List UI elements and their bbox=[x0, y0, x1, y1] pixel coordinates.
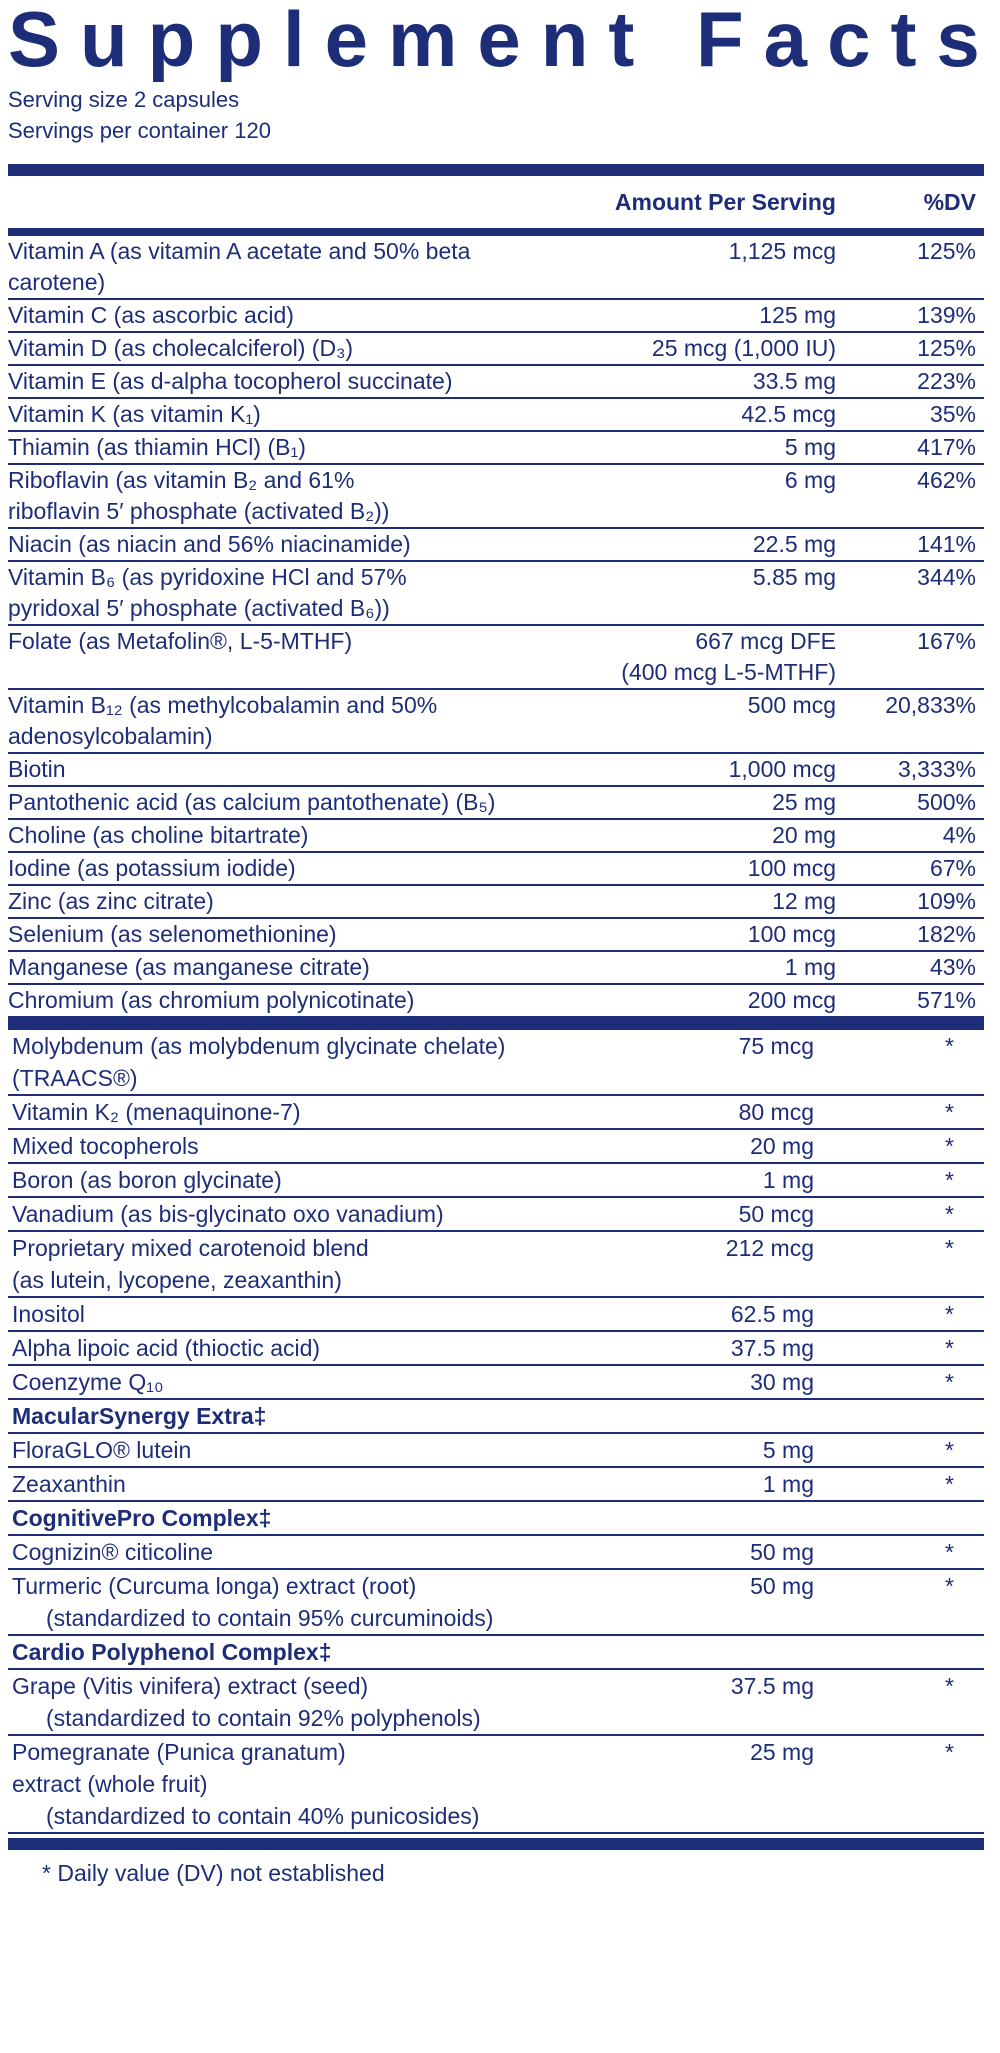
ingredient-name-line: Biotin bbox=[8, 756, 66, 782]
ingredient-name bbox=[8, 365, 506, 398]
section-header bbox=[8, 1501, 984, 1535]
ingredient-name-line: Thiamin (as thiamin HCl) (B₁) bbox=[8, 434, 306, 460]
ingredient-dv: * bbox=[814, 1030, 984, 1095]
ingredient-amount bbox=[506, 464, 836, 528]
ingredient-dv: * bbox=[814, 1467, 984, 1501]
ingredient-row bbox=[8, 299, 984, 332]
ingredient-dv: * bbox=[814, 1231, 984, 1297]
ingredient-name-line: Iodine (as potassium iodide) bbox=[8, 855, 296, 881]
ingredient-name-line: Choline (as choline bitartrate) bbox=[8, 822, 309, 848]
ingredient-amount bbox=[514, 1669, 814, 1735]
ingredient-name-line: (standardized to contain 92% polyphenols) bbox=[46, 1705, 481, 1731]
ingredient-row bbox=[8, 786, 984, 819]
ingredient-name-line: Vitamin K (as vitamin K₁) bbox=[8, 401, 261, 427]
bottom-rule bbox=[8, 1838, 984, 1850]
ingredient-name bbox=[8, 528, 506, 561]
amount-line: 50 mcg bbox=[738, 1201, 814, 1227]
ingredient-name bbox=[8, 951, 506, 984]
ingredient-name-line: Vitamin B₁₂ (as methylcobalamin and 50% adenosylcobalamin) bbox=[8, 692, 438, 749]
ingredient-row bbox=[8, 984, 984, 1017]
ingredient-row bbox=[8, 1129, 984, 1163]
mid-rule bbox=[8, 1018, 984, 1030]
ingredient-name-line: Vitamin B₆ (as pyridoxine HCl and 57% bbox=[8, 564, 407, 590]
other-ingredients-table bbox=[8, 1030, 984, 1834]
ingredient-name-line: Vitamin K₂ (menaquinone-7) bbox=[12, 1099, 301, 1125]
amount-line: 80 mcg bbox=[738, 1099, 814, 1125]
amount-line: 37.5 mg bbox=[730, 1335, 814, 1361]
ingredient-row bbox=[8, 1467, 984, 1501]
amount-line: 22.5 mg bbox=[752, 531, 836, 557]
ingredient-name-line: Zinc (as zinc citrate) bbox=[8, 888, 214, 914]
ingredient-row bbox=[8, 753, 984, 786]
ingredient-row bbox=[8, 1095, 984, 1129]
ingredient-name-line: Proprietary mixed carotenoid blend bbox=[12, 1235, 369, 1261]
ingredient-amount bbox=[514, 1030, 814, 1095]
ingredient-name bbox=[8, 1331, 514, 1365]
ingredient-name-line: Mixed tocopherols bbox=[12, 1133, 199, 1159]
ingredient-name bbox=[8, 1030, 514, 1095]
section-header bbox=[8, 1399, 984, 1433]
ingredient-dv: 67% bbox=[836, 852, 984, 885]
amount-line: 75 mcg bbox=[738, 1033, 814, 1059]
ingredient-row bbox=[8, 689, 984, 753]
ingredient-amount bbox=[506, 819, 836, 852]
ingredient-name bbox=[8, 1129, 514, 1163]
ingredient-row bbox=[8, 885, 984, 918]
ingredient-row bbox=[8, 819, 984, 852]
ingredient-dv: 417% bbox=[836, 431, 984, 464]
ingredient-dv: * bbox=[814, 1331, 984, 1365]
ingredient-amount bbox=[506, 689, 836, 753]
ingredient-amount bbox=[514, 1095, 814, 1129]
ingredient-amount bbox=[514, 1231, 814, 1297]
ingredient-name-line: (standardized to contain 40% punicosides) bbox=[46, 1803, 480, 1829]
ingredient-amount bbox=[506, 753, 836, 786]
ingredient-dv: 3,333% bbox=[836, 753, 984, 786]
ingredient-row bbox=[8, 951, 984, 984]
amount-line: 125 mg bbox=[759, 302, 836, 328]
ingredient-row bbox=[8, 1569, 984, 1635]
ingredient-name bbox=[8, 1365, 514, 1399]
ingredient-name-line: Grape (Vitis vinifera) extract (seed) bbox=[12, 1673, 369, 1699]
ingredient-row bbox=[8, 852, 984, 885]
amount-line: 30 mg bbox=[750, 1369, 814, 1395]
ingredient-amount bbox=[514, 1197, 814, 1231]
ingredient-amount bbox=[514, 1535, 814, 1569]
section-title: CognitivePro Complex‡ bbox=[8, 1501, 984, 1535]
ingredient-amount bbox=[506, 236, 836, 299]
ingredient-name-line: Pantothenic acid (as calcium pantothenate) (B₅) bbox=[8, 789, 496, 815]
ingredient-amount bbox=[506, 918, 836, 951]
ingredient-amount bbox=[506, 431, 836, 464]
ingredient-amount bbox=[506, 365, 836, 398]
ingredient-dv: 35% bbox=[836, 398, 984, 431]
ingredient-name bbox=[8, 1535, 514, 1569]
ingredient-name-line: riboflavin 5′ phosphate (activated B₂)) bbox=[8, 498, 390, 524]
ingredient-dv: * bbox=[814, 1365, 984, 1399]
ingredient-amount bbox=[506, 951, 836, 984]
top-rule bbox=[8, 164, 984, 176]
ingredient-amount bbox=[506, 398, 836, 431]
ingredient-name bbox=[8, 398, 506, 431]
ingredient-amount bbox=[506, 852, 836, 885]
ingredient-dv: 125% bbox=[836, 332, 984, 365]
ingredient-name bbox=[8, 1231, 514, 1297]
ingredient-row bbox=[8, 431, 984, 464]
header-rule bbox=[8, 228, 984, 236]
amount-line: 212 mcg bbox=[725, 1235, 814, 1261]
amount-line: 100 mcg bbox=[747, 921, 836, 947]
ingredient-amount bbox=[514, 1365, 814, 1399]
ingredient-row bbox=[8, 1297, 984, 1331]
ingredient-amount bbox=[506, 332, 836, 365]
amount-line: 1 mg bbox=[762, 1167, 814, 1193]
amount-line: 25 mg bbox=[750, 1739, 814, 1765]
ingredient-dv: * bbox=[814, 1735, 984, 1833]
ingredient-name bbox=[8, 852, 506, 885]
header-dv: %DV bbox=[923, 188, 976, 215]
section-header bbox=[8, 1635, 984, 1669]
ingredient-row bbox=[8, 528, 984, 561]
ingredient-dv: 141% bbox=[836, 528, 984, 561]
ingredient-name bbox=[8, 561, 506, 625]
ingredient-amount bbox=[514, 1163, 814, 1197]
ingredient-name-line: Vitamin C (as ascorbic acid) bbox=[8, 302, 294, 328]
ingredient-name bbox=[8, 625, 506, 689]
serving-size: Serving size 2 capsules bbox=[8, 87, 240, 112]
ingredient-name-line: Niacin (as niacin and 56% niacinamide) bbox=[8, 531, 411, 557]
ingredient-row bbox=[8, 1231, 984, 1297]
amount-line: 42.5 mcg bbox=[741, 401, 836, 427]
ingredient-amount bbox=[514, 1129, 814, 1163]
ingredient-dv: 344% bbox=[836, 561, 984, 625]
amount-line: 25 mg bbox=[772, 789, 836, 815]
ingredient-amount bbox=[514, 1297, 814, 1331]
ingredient-amount bbox=[514, 1569, 814, 1635]
amount-line: 20 mg bbox=[772, 822, 836, 848]
ingredient-name bbox=[8, 1197, 514, 1231]
ingredient-amount bbox=[506, 885, 836, 918]
ingredient-name-line: pyridoxal 5′ phosphate (activated B₆)) bbox=[8, 595, 390, 621]
ingredient-row bbox=[8, 398, 984, 431]
supplement-facts-panel bbox=[8, 0, 1000, 1889]
amount-line: 50 mg bbox=[750, 1573, 814, 1599]
amount-line: 667 mcg DFE bbox=[695, 628, 836, 654]
ingredient-name-line: extract (whole fruit) bbox=[12, 1771, 208, 1797]
amount-line: 1 mg bbox=[784, 954, 836, 980]
ingredient-dv: 571% bbox=[836, 984, 984, 1017]
ingredient-name bbox=[8, 464, 506, 528]
ingredient-name-line: FloraGLO® lutein bbox=[12, 1437, 192, 1463]
ingredient-amount bbox=[506, 299, 836, 332]
ingredient-row bbox=[8, 1433, 984, 1467]
section-title: Cardio Polyphenol Complex‡ bbox=[8, 1635, 984, 1669]
ingredient-name-line: Pomegranate (Punica granatum) bbox=[12, 1739, 346, 1765]
ingredient-dv: * bbox=[814, 1569, 984, 1635]
ingredient-name-line: Vitamin E (as d-alpha tocopherol succinate) bbox=[8, 368, 453, 394]
ingredient-row bbox=[8, 1535, 984, 1569]
ingredient-name-line: Vitamin D (as cholecalciferol) (D₃) bbox=[8, 335, 354, 361]
ingredient-row bbox=[8, 236, 984, 299]
ingredient-amount bbox=[514, 1467, 814, 1501]
amount-line: 12 mg bbox=[772, 888, 836, 914]
ingredient-name bbox=[8, 786, 506, 819]
ingredient-name-line: Selenium (as selenomethionine) bbox=[8, 921, 337, 947]
ingredient-name bbox=[8, 1669, 514, 1735]
ingredient-dv: 4% bbox=[836, 819, 984, 852]
ingredient-dv: 167% bbox=[836, 625, 984, 689]
ingredient-row bbox=[8, 1163, 984, 1197]
ingredient-name-line: Zeaxanthin bbox=[12, 1471, 126, 1497]
ingredient-name-line: Inositol bbox=[12, 1301, 85, 1327]
ingredient-row bbox=[8, 1669, 984, 1735]
ingredient-amount bbox=[506, 786, 836, 819]
ingredient-amount bbox=[506, 528, 836, 561]
ingredient-row bbox=[8, 1735, 984, 1833]
ingredient-row bbox=[8, 1197, 984, 1231]
ingredient-name-line: Boron (as boron glycinate) bbox=[12, 1167, 282, 1193]
ingredient-name-line: Alpha lipoic acid (thioctic acid) bbox=[12, 1335, 321, 1361]
ingredient-name bbox=[8, 984, 506, 1017]
header-table bbox=[8, 176, 984, 228]
ingredient-row bbox=[8, 1331, 984, 1365]
ingredient-row bbox=[8, 1030, 984, 1095]
ingredient-row bbox=[8, 332, 984, 365]
serving-info bbox=[8, 84, 984, 146]
ingredient-row bbox=[8, 365, 984, 398]
ingredient-name-line: Cognizin® citicoline bbox=[12, 1539, 214, 1565]
ingredient-dv: * bbox=[814, 1129, 984, 1163]
ingredient-dv: 500% bbox=[836, 786, 984, 819]
ingredient-name bbox=[8, 918, 506, 951]
ingredient-name-line: Folate (as Metafolin®, L-5-MTHF) bbox=[8, 628, 353, 654]
panel-title: Supplement Facts bbox=[8, 0, 1000, 83]
ingredient-name-line: Vitamin A (as vitamin A acetate and 50% beta carotene) bbox=[8, 238, 471, 295]
amount-line: 1,000 mcg bbox=[728, 756, 836, 782]
ingredient-name bbox=[8, 1163, 514, 1197]
amount-line: 100 mcg bbox=[747, 855, 836, 881]
amount-line: 6 mg bbox=[784, 467, 836, 493]
ingredient-name bbox=[8, 753, 506, 786]
ingredient-name bbox=[8, 1095, 514, 1129]
ingredient-name bbox=[8, 1297, 514, 1331]
ingredient-dv: 125% bbox=[836, 236, 984, 299]
ingredient-row bbox=[8, 918, 984, 951]
ingredient-name-line: Vanadium (as bis-glycinato oxo vanadium) bbox=[12, 1201, 444, 1227]
header-amount: Amount Per Serving bbox=[614, 188, 836, 215]
amount-line: 37.5 mg bbox=[730, 1673, 814, 1699]
ingredient-amount bbox=[506, 625, 836, 689]
amount-line: 25 mcg (1,000 IU) bbox=[651, 335, 836, 361]
ingredient-name bbox=[8, 1433, 514, 1467]
ingredient-amount bbox=[514, 1433, 814, 1467]
ingredient-dv: * bbox=[814, 1163, 984, 1197]
amount-line: (400 mcg L-5-MTHF) bbox=[621, 659, 836, 685]
ingredient-dv: * bbox=[814, 1669, 984, 1735]
amount-line: 20 mg bbox=[750, 1133, 814, 1159]
ingredient-dv: 20,833% bbox=[836, 689, 984, 753]
ingredient-name bbox=[8, 819, 506, 852]
ingredient-dv: 109% bbox=[836, 885, 984, 918]
ingredient-dv: * bbox=[814, 1095, 984, 1129]
ingredient-dv: * bbox=[814, 1535, 984, 1569]
ingredient-name bbox=[8, 236, 506, 299]
servings-per-container: Servings per container 120 bbox=[8, 118, 271, 143]
ingredient-dv: 462% bbox=[836, 464, 984, 528]
ingredient-amount bbox=[506, 561, 836, 625]
ingredient-name-line: Chromium (as chromium polynicotinate) bbox=[8, 987, 415, 1013]
ingredient-row bbox=[8, 625, 984, 689]
ingredient-name bbox=[8, 1569, 514, 1635]
amount-line: 5 mg bbox=[762, 1437, 814, 1463]
ingredient-row bbox=[8, 561, 984, 625]
ingredient-name bbox=[8, 885, 506, 918]
ingredient-dv: 139% bbox=[836, 299, 984, 332]
ingredient-amount bbox=[514, 1331, 814, 1365]
ingredient-name-line: Coenzyme Q₁₀ bbox=[12, 1369, 164, 1395]
ingredient-name bbox=[8, 299, 506, 332]
section-title: MacularSynergy Extra‡ bbox=[8, 1399, 984, 1433]
amount-line: 62.5 mg bbox=[730, 1301, 814, 1327]
ingredient-dv: * bbox=[814, 1197, 984, 1231]
ingredient-name bbox=[8, 1735, 514, 1833]
ingredient-row bbox=[8, 1365, 984, 1399]
amount-line: 50 mg bbox=[750, 1539, 814, 1565]
amount-line: 33.5 mg bbox=[752, 368, 836, 394]
amount-line: 200 mcg bbox=[747, 987, 836, 1013]
ingredient-dv: 182% bbox=[836, 918, 984, 951]
ingredient-name bbox=[8, 431, 506, 464]
ingredient-name bbox=[8, 1467, 514, 1501]
ingredient-amount bbox=[514, 1735, 814, 1833]
ingredient-amount bbox=[506, 984, 836, 1017]
amount-line: 1,125 mcg bbox=[728, 238, 836, 264]
footnote: * Daily value (DV) not established bbox=[42, 1860, 385, 1886]
ingredient-name bbox=[8, 689, 506, 753]
amount-line: 5.85 mg bbox=[752, 564, 836, 590]
ingredient-dv: * bbox=[814, 1297, 984, 1331]
ingredient-row bbox=[8, 464, 984, 528]
ingredient-name-line: Turmeric (Curcuma longa) extract (root) bbox=[12, 1573, 417, 1599]
amount-line: 500 mcg bbox=[747, 692, 836, 718]
ingredient-name-line: (standardized to contain 95% curcuminoids) bbox=[46, 1605, 494, 1631]
amount-line: 5 mg bbox=[784, 434, 836, 460]
ingredient-name-line: Manganese (as manganese citrate) bbox=[8, 954, 370, 980]
ingredient-name-line: Riboflavin (as vitamin B₂ and 61% bbox=[8, 467, 355, 493]
ingredient-dv: 43% bbox=[836, 951, 984, 984]
ingredient-dv: * bbox=[814, 1433, 984, 1467]
ingredient-name-line: (as lutein, lycopene, zeaxanthin) bbox=[12, 1267, 342, 1293]
vitamins-table bbox=[8, 236, 984, 1018]
ingredient-dv: 223% bbox=[836, 365, 984, 398]
ingredient-name bbox=[8, 332, 506, 365]
amount-line: 1 mg bbox=[762, 1471, 814, 1497]
ingredient-name-line: Molybdenum (as molybdenum glycinate chelate) (TRAACS®) bbox=[12, 1033, 506, 1091]
